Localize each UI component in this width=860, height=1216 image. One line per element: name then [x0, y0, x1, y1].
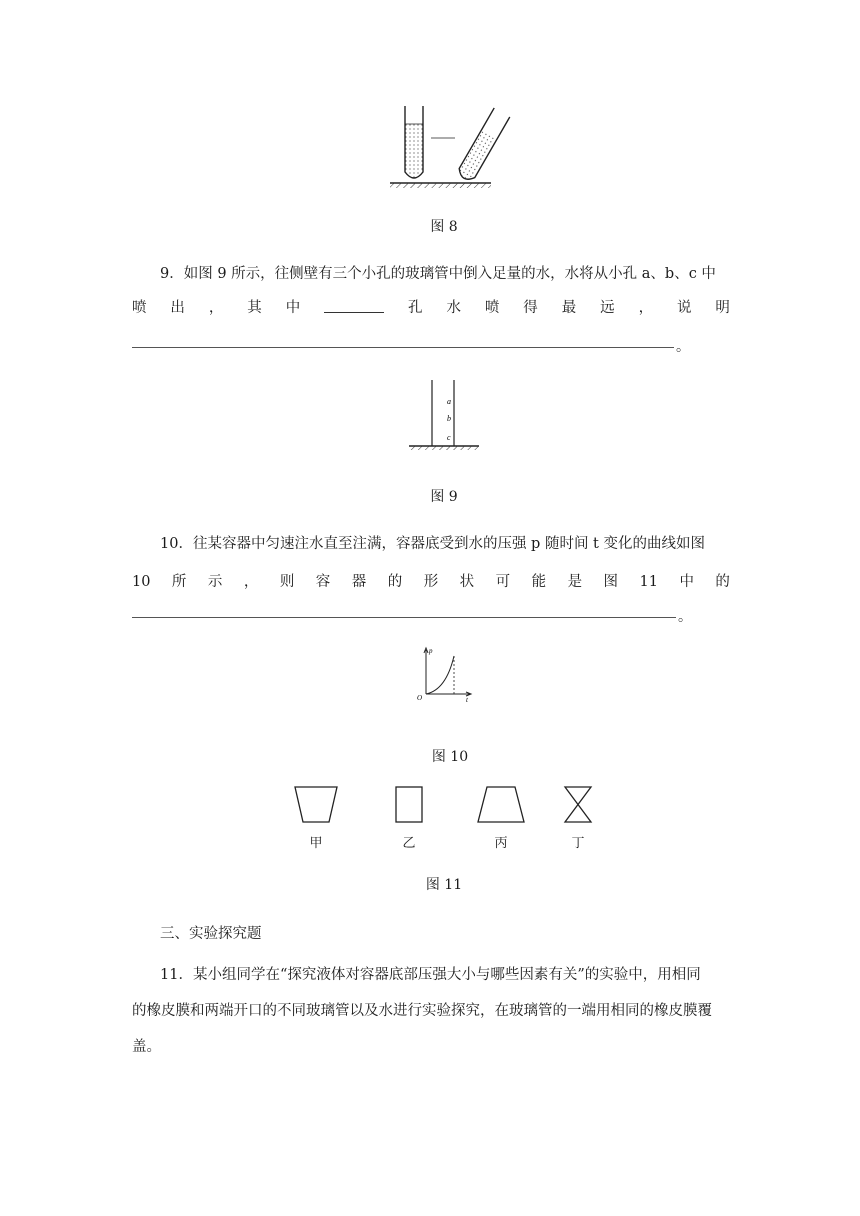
q10-word: 的	[715, 574, 730, 590]
q9-end-mark: 。	[676, 339, 690, 355]
hole-label-c: c	[447, 433, 451, 442]
question-11-line-2-wrap	[132, 1001, 730, 1021]
q10-word: 10	[132, 574, 151, 590]
figure-9	[405, 378, 485, 454]
q9-word: 说	[676, 300, 692, 316]
q10-word: 状	[459, 574, 475, 590]
answer-blank-q9-explain[interactable]	[132, 347, 674, 348]
q9-word: ，	[208, 300, 224, 316]
q10-end-mark: 。	[678, 609, 692, 625]
question-11	[132, 965, 730, 985]
axis-label-p: p	[429, 647, 433, 655]
figure-8	[385, 100, 495, 190]
shape-label-jia: 甲	[309, 836, 323, 851]
shape-label-yi: 乙	[402, 836, 416, 851]
section-title: 三、实验探究题	[160, 926, 262, 942]
figure-11-caption: 图 11	[425, 877, 463, 893]
q9-word: 远	[600, 300, 615, 316]
question-9-line-1: 9．如图 9 所示，往侧壁有三个小孔的玻璃管中倒入足量的水，水将从小孔 a、b、c 中	[160, 266, 716, 282]
q10-word: 能	[531, 574, 547, 590]
figure-10	[414, 644, 478, 704]
question-10-line-2	[132, 572, 730, 592]
q9-word: 其	[247, 300, 262, 316]
q9-word: 明	[715, 300, 730, 316]
figure-10-caption: 图 10	[431, 749, 469, 765]
q10-word: 图	[603, 574, 619, 590]
q10-word: 所	[171, 574, 187, 590]
container-shape-ding	[561, 784, 595, 826]
q10-word: ，	[243, 574, 259, 590]
q10-word: 器	[351, 574, 367, 590]
q9-word: 出	[170, 300, 185, 316]
q9-word: 喷	[132, 300, 147, 316]
q10-word: 可	[495, 574, 511, 590]
axis-label-t: t	[466, 696, 468, 704]
question-11-line-2: 的橡皮膜和两端开口的不同玻璃管以及水进行实验探究，在玻璃管的一端用相同的橡皮膜覆	[132, 1003, 712, 1019]
q9-word: 孔	[408, 300, 423, 316]
answer-blank-q9-hole[interactable]	[324, 298, 384, 313]
container-shape-jia	[292, 784, 340, 826]
q9-word: 得	[523, 300, 538, 316]
q9-word: 中	[285, 300, 301, 316]
q9-word: ，	[638, 300, 654, 316]
shape-label-ding: 丁	[571, 836, 585, 851]
hole-label-b: b	[447, 414, 451, 423]
figure-9-caption: 图 9	[430, 489, 458, 505]
axis-origin-label: O	[417, 694, 423, 702]
q10-word: 中	[679, 574, 694, 590]
question-9	[132, 264, 730, 284]
container-shape-yi	[392, 784, 426, 826]
hole-label-a: a	[447, 397, 451, 406]
question-11-line-1: 11．某小组同学在“探究液体对容器底部压强大小与哪些因素有关”的实验中，用相同	[160, 967, 701, 983]
container-shape-bing	[475, 784, 527, 826]
question-11-line-3-wrap	[132, 1037, 730, 1057]
q10-word: 则	[279, 574, 295, 590]
q9-word: 最	[561, 300, 577, 316]
q9-word: 水	[446, 300, 461, 316]
question-9-line-2	[132, 298, 730, 318]
q10-word: 容	[315, 574, 331, 590]
figure-8-caption: 图 8	[430, 219, 458, 235]
q10-word: 的	[387, 574, 403, 590]
question-10-line-1: 10．往某容器中匀速注水直至注满，容器底受到水的压强 p 随时间 t 变化的曲线如图	[160, 536, 705, 552]
shape-label-bing: 丙	[494, 836, 508, 851]
q10-word: 11	[639, 574, 658, 590]
answer-blank-q10[interactable]	[132, 617, 676, 618]
q9-word: 喷	[484, 300, 500, 316]
question-11-line-3: 盖。	[132, 1039, 161, 1055]
question-10	[132, 534, 730, 554]
q10-word: 示	[207, 574, 223, 590]
q10-word: 形	[423, 574, 439, 590]
q10-word: 是	[567, 574, 583, 590]
